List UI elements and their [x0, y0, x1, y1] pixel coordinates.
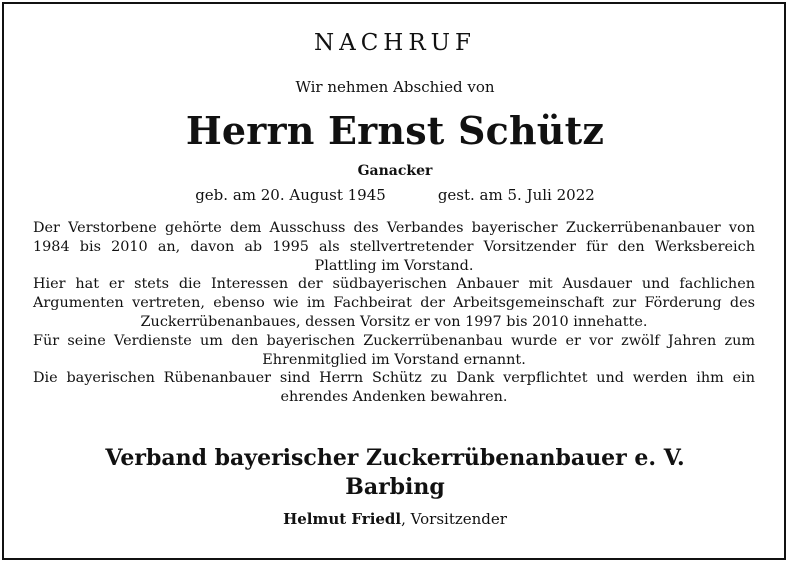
organization-name: Verband bayerischer Zuckerrübenanbauer e. V. — [105, 445, 685, 471]
notice-intro: Wir nehmen Abschied von — [295, 78, 495, 96]
life-dates — [0, 186, 790, 204]
obituary-paragraph: Hier hat er stets die Interessen der südbayerischen Anbauer mit Ausdauer und fachlichen Argumenten vertreten, ebenso wie im Fachbeirat der Arbeitsgemeinschaft zur Förderung des Zuckerrübenanbaues, dessen Vorsitz er von 1997 bis 2010 innehatte. — [33, 276, 755, 330]
signatory-name: Helmut Friedl — [283, 510, 402, 528]
notice-heading: NACHRUF — [313, 30, 477, 56]
obituary-text — [33, 219, 755, 407]
signature — [0, 510, 790, 528]
obituary-paragraph: Der Verstorbene gehörte dem Ausschuss des Verbandes bayerischer Zuckerrübenanbauer von 1984 bis 2010 an, davon ab 1995 als stellvertretender Vorsitzender für den Werksbereich Plattling im Vorstand. — [33, 220, 755, 274]
obituary-paragraph: Die bayerischen Rübenanbauer sind Herrn Schütz zu Dank verpflichtet und werden ihm ein ehrendes Andenken bewahren. — [33, 370, 755, 406]
obituary-paragraph: Für seine Verdienste um den bayerischen Zuckerrübenanbau wurde er vor zwölf Jahren zum Ehrenmitglied im Vorstand ernannt. — [33, 332, 755, 368]
signatory-role: , Vorsitzender — [401, 510, 507, 528]
deceased-name: Herrn Ernst Schütz — [185, 108, 605, 153]
deceased-place: Ganacker — [357, 163, 433, 179]
organization — [0, 444, 790, 502]
organization-location: Barbing — [345, 474, 445, 500]
birth-date: geb. am 20. August 1945 — [195, 186, 386, 204]
death-date: gest. am 5. Juli 2022 — [437, 186, 595, 204]
